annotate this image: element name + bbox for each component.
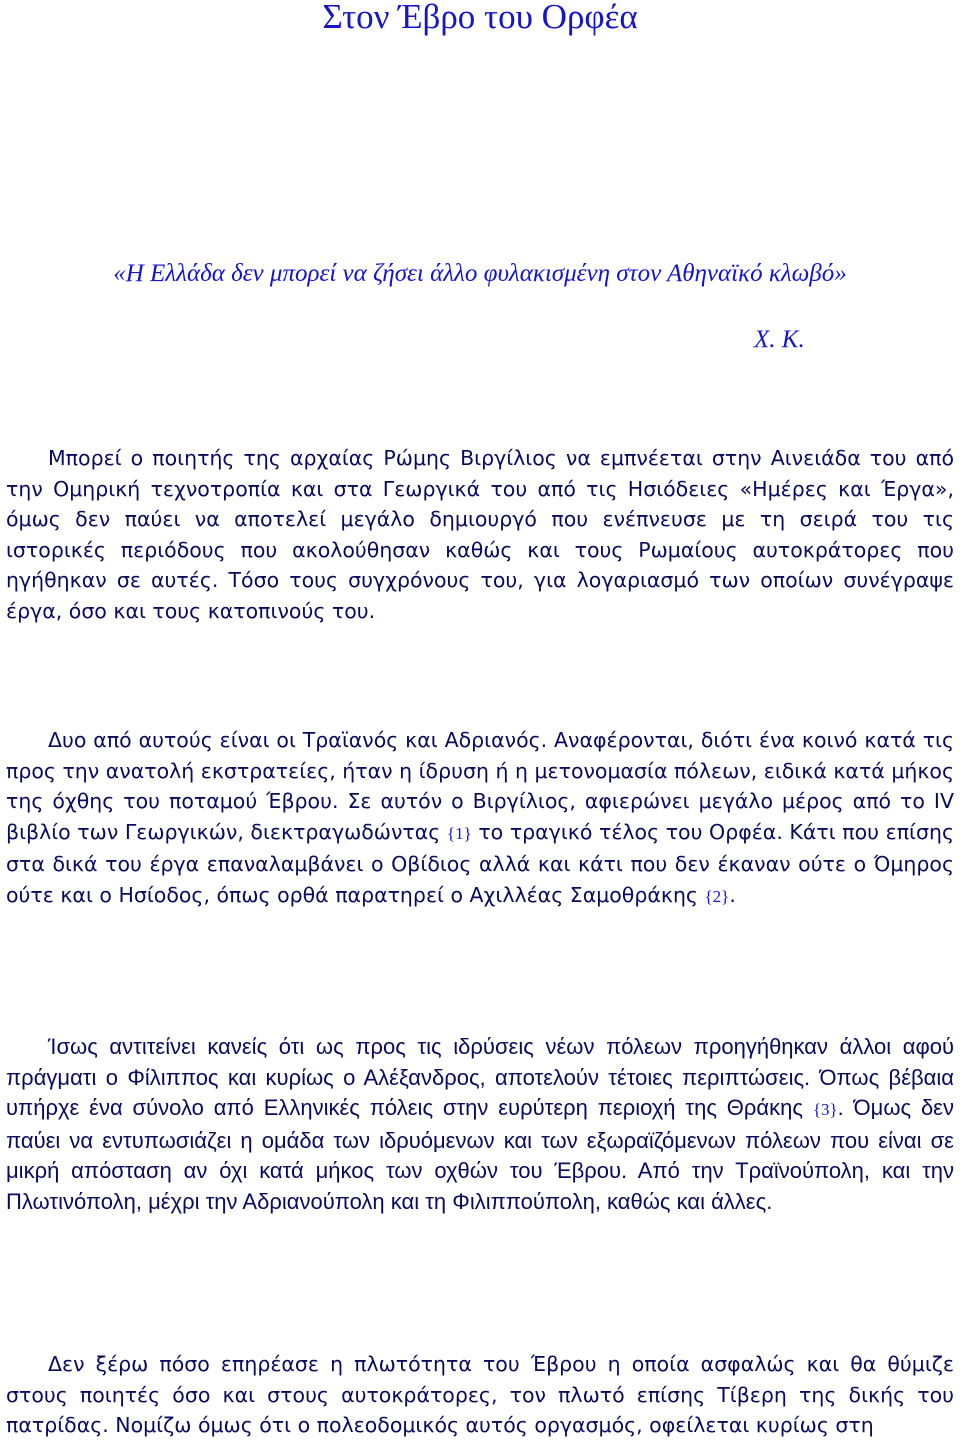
paragraph-2-text-b: το τραγικό τέλος του Ορφέα. Κάτι που επίσης στα δικά του έργα επαναλαμβάνει ο Οβίδιος αλλά και κάτι που δεν έκαναν ούτε ο Όμηρος ούτε και ο Ησίοδος, όπως ορθά παρατηρεί ο Αχιλλέας Σαμοθράκης bbox=[6, 819, 954, 907]
footnote-ref-3[interactable]: {3} bbox=[812, 1100, 838, 1119]
paragraph-3 bbox=[6, 1032, 954, 1217]
paragraph-1 bbox=[6, 443, 954, 626]
footnote-ref-2[interactable]: {2} bbox=[704, 886, 730, 906]
epigraph-author: Χ. Κ. bbox=[754, 326, 805, 353]
page-title: Στον Έβρο του Ορφέα bbox=[322, 0, 638, 36]
paragraph-4-text: Δεν ξέρω πόσο επηρέασε η πλωτότητα του Έβρου η οποία ασφαλώς και θα θύμιζε στους ποιητές όσο και στους αυτοκράτορες, τον πλωτό επίσης Τίβερη της δικής του πατρίδας. Νομίζω όμως ότι ο πολεοδομικός αυτός οργασμός, οφείλεται κυρίως στη bbox=[6, 1352, 954, 1437]
paragraph-3-text-b: . Όμως δεν παύει να εντυπωσιάζει η ομάδα των ιδρυόμενων και των εξωραϊζόμενων πόλεων που είναι σε μικρή απόσταση αν όχι κατά μήκος των οχθών του Έβρου. Από την Τραϊνούπολη, και την Πλωτινόπολη, μέχρι την Αδριανούπολη και τη Φιλιππούπολη, καθώς και άλλες. bbox=[6, 1095, 954, 1214]
footnote-ref-1[interactable]: {1} bbox=[446, 823, 472, 843]
paragraph-1-text: Μπορεί ο ποιητής της αρχαίας Ρώμης Βιργίλιος να εμπνέεται στην Αινειάδα του από την Ομηρική τεχνοτροπία και στα Γεωργικά του από τις Ησιόδειες «Ημέρες και Έργα», όμως δεν παύει να αποτελεί μεγάλο δημιουργό που ενέπνευσε με τη σειρά του τις ιστορικές περιόδους που ακολούθησαν καθώς και τους Ρωμαίους αυτοκράτορες που ηγήθηκαν σε αυτές. Τόσο τους συγχρόνους του, για λογαριασμό των οποίων συνέγραψε έργα, όσο και τους κατοπινούς του. bbox=[6, 446, 954, 623]
paragraph-2-text-a: Δυο από αυτούς είναι οι Τραϊανός και Αδριανός. Αναφέρονται, διότι ένα κοινό κατά τις προς την ανατολή εκστρατείες, ήταν η ίδρυση ή η μετονομασία πόλεων, ειδικά κατά μήκος της όχθης του ποταμού Έβρου. Σε αυτόν ο Βιργίλιος, αφιερώνει μεγάλο μέρος από το IV βιβλίο των Γεωργικών, διεκτραγωδώντας bbox=[6, 728, 955, 844]
paragraph-4 bbox=[6, 1349, 954, 1441]
paragraph-2-text-c: . bbox=[729, 882, 736, 907]
epigraph-quote: «Η Ελλάδα δεν μπορεί να ζήσει άλλο φυλακισμένη στον Αθηναϊκό κλωβό» bbox=[113, 260, 847, 287]
paragraph-2 bbox=[6, 725, 954, 912]
paragraph-3-text-a: Ίσως αντιτείνει κανείς ότι ως προς τις ιδρύσεις νέων πόλεων προηγήθηκαν άλλοι αφού πράγματι ο Φίλιππος και κυρίως ο Αλέξανδρος, αποτελούν τέτοιες περιπτώσεις. Όπως βέβαια υπήρχε ένα σύνολο από Ελληνικές πόλεις στην ευρύτερη περιοχή της Θράκης bbox=[6, 1034, 954, 1120]
